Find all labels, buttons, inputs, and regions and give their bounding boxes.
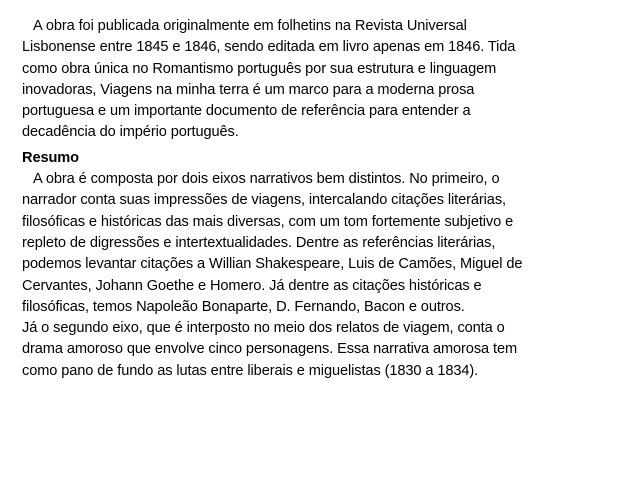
intro-paragraph	[22, 16, 622, 144]
resumo-line: Já o segundo eixo, que é interposto no meio dos relatos de viagem, conta o	[22, 320, 505, 337]
document-body	[22, 16, 622, 382]
resumo-line: narrador conta suas impressões de viagens, intercalando citações literárias,	[22, 192, 506, 209]
resumo-line: filosóficas, temos Napoleão Bonaparte, D. Fernando, Bacon e outros.	[22, 298, 465, 315]
resumo-line: A obra é composta por dois eixos narrativos bem distintos. No primeiro, o	[22, 171, 500, 188]
intro-line: A obra foi publicada originalmente em folhetins na Revista Universal	[22, 18, 467, 34]
intro-line: decadência do império português.	[22, 124, 239, 141]
resumo-line: Cervantes, Johann Goethe e Homero. Já dentre as citações históricas e	[22, 277, 482, 294]
resumo-line: podemos levantar citações a Willian Shakespeare, Luis de Camões, Miguel de	[22, 256, 523, 273]
resumo-line: filosóficas e históricas das mais diversas, com um tom fortemente subjetivo e	[22, 213, 514, 230]
resumo-line: como pano de fundo as lutas entre liberais e miguelistas (1830 a 1834).	[22, 362, 479, 379]
intro-line: Lisbonense entre 1845 e 1846, sendo editada em livro apenas em 1846. Tida	[22, 39, 516, 56]
resumo-line: repleto de digressões e intertextualidades. Dentre as referências literárias,	[22, 234, 496, 251]
resumo-line: drama amoroso que envolve cinco personagens. Essa narrativa amorosa tem	[22, 341, 518, 358]
resumo-paragraph	[22, 169, 622, 382]
intro-line: portuguesa e um importante documento de referência para entender a	[22, 103, 471, 120]
intro-line: como obra única no Romantismo português por sua estrutura e linguagem	[22, 60, 497, 77]
intro-line: inovadoras, Viagens na minha terra é um marco para a moderna prosa	[22, 81, 475, 98]
resumo-heading: Resumo	[22, 149, 79, 166]
